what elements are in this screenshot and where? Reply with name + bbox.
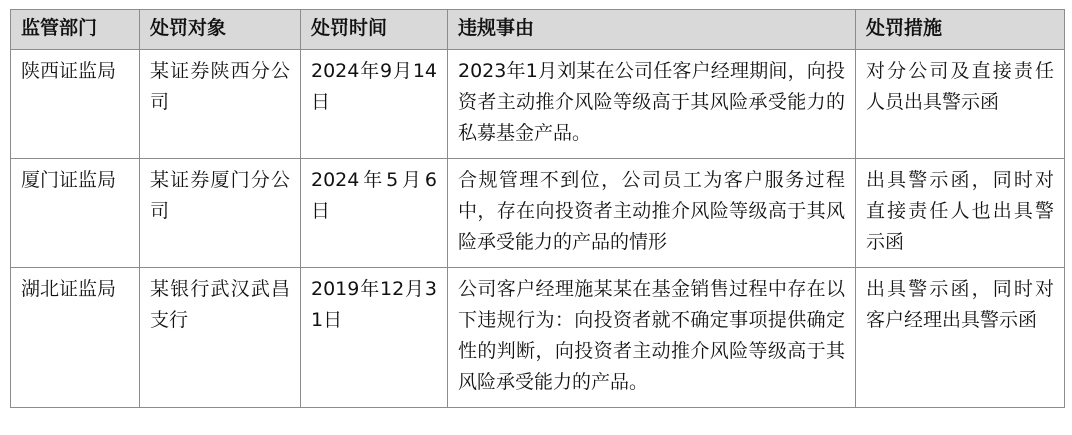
table-row: [11, 50, 1065, 159]
cell-department: 陕西证监局: [11, 50, 140, 159]
cell-date: 2024年5月6日: [301, 159, 448, 268]
header-reason: 违规事由: [448, 10, 856, 50]
cell-target: 某证券陕西分公司: [140, 50, 301, 159]
cell-measure: 出具警示函，同时对客户经理出具警示函: [856, 268, 1065, 408]
cell-department: 厦门证监局: [11, 159, 140, 268]
cell-measure: 出具警示函，同时对直接责任人也出具警示函: [856, 159, 1065, 268]
cell-date: 2024年9月14日: [301, 50, 448, 159]
cell-measure: 对分公司及直接责任人员出具警示函: [856, 50, 1065, 159]
cell-target: 某银行武汉武昌支行: [140, 268, 301, 408]
header-measure: 处罚措施: [856, 10, 1065, 50]
cell-reason: 合规管理不到位，公司员工为客户服务过程中，存在向投资者主动推介风险等级高于其风险承受能力的产品的情形: [448, 159, 856, 268]
cell-reason: 2023年1月刘某在公司任客户经理期间，向投资者主动推介风险等级高于其风险承受能力的私募基金产品。: [448, 50, 856, 159]
header-date: 处罚时间: [301, 10, 448, 50]
table-header-row: [11, 10, 1065, 50]
table-row: [11, 268, 1065, 408]
cell-target: 某证券厦门分公司: [140, 159, 301, 268]
header-department: 监管部门: [11, 10, 140, 50]
table-row: [11, 159, 1065, 268]
penalty-table: [10, 9, 1065, 408]
cell-date: 2019年12月31日: [301, 268, 448, 408]
cell-department: 湖北证监局: [11, 268, 140, 408]
cell-reason: 公司客户经理施某某在基金销售过程中存在以下违规行为：向投资者就不确定事项提供确定性的判断，向投资者主动推介风险等级高于其风险承受能力的产品。: [448, 268, 856, 408]
header-target: 处罚对象: [140, 10, 301, 50]
